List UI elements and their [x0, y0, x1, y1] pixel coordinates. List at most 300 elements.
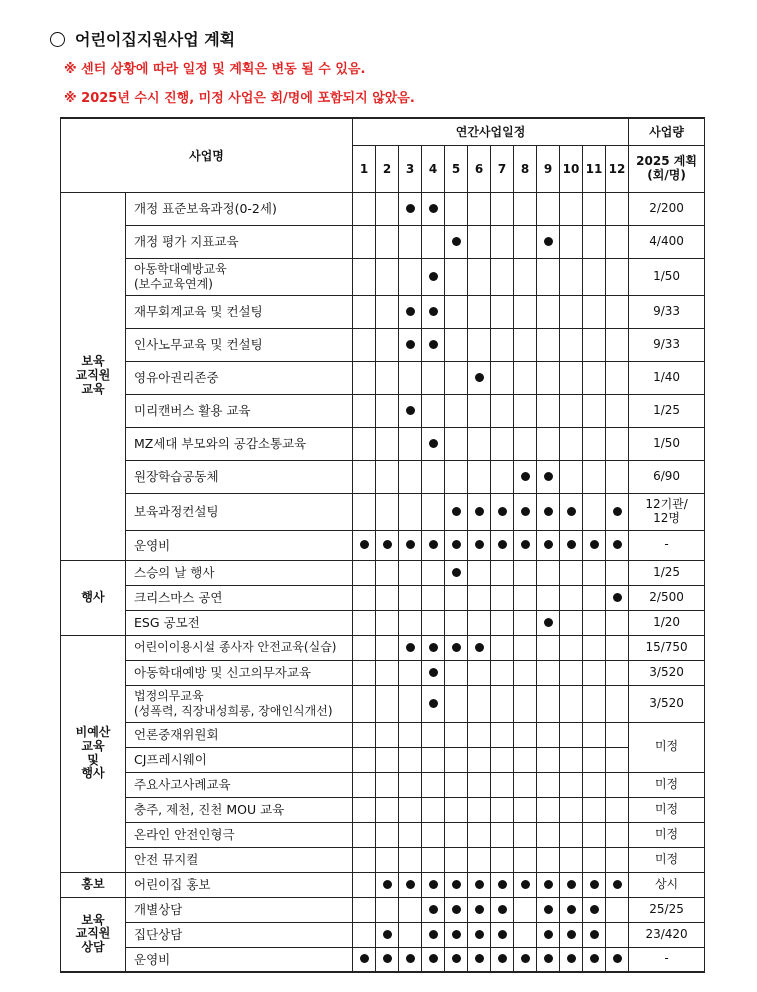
- month-cell-7: [491, 530, 514, 560]
- quantity-cell: 상시: [629, 872, 705, 897]
- month-cell-10: [560, 872, 583, 897]
- table-row: [61, 225, 705, 258]
- quantity-cell: 23/420: [629, 922, 705, 947]
- scheduled-dot: [429, 340, 438, 349]
- month-cell-9: [537, 847, 560, 872]
- month-cell-5: [445, 225, 468, 258]
- month-cell-4: [422, 747, 445, 772]
- month-cell-2: [376, 897, 399, 922]
- month-cell-1: [353, 530, 376, 560]
- notice-line-1: ※ 센터 상황에 따라 일정 및 계획은 변동 될 수 있음.: [64, 62, 366, 77]
- program-name-cell: 재무회계교육 및 컨설팅: [126, 295, 353, 328]
- month-cell-8: [514, 394, 537, 427]
- month-cell-9: [537, 660, 560, 685]
- scheduled-dot: [613, 507, 622, 516]
- month-cell-5: [445, 295, 468, 328]
- scheduled-dot: [452, 507, 461, 516]
- month-cell-1: [353, 947, 376, 972]
- month-cell-10: [560, 922, 583, 947]
- month-cell-7: [491, 922, 514, 947]
- month-cell-3: [399, 560, 422, 585]
- quantity-cell: -: [629, 947, 705, 972]
- month-cell-2: [376, 560, 399, 585]
- month-cell-3: [399, 635, 422, 660]
- month-cell-11: [583, 225, 606, 258]
- header-quantity: 사업량: [629, 118, 705, 145]
- program-name-cell: 영유아권리존중: [126, 361, 353, 394]
- scheduled-dot: [498, 954, 507, 963]
- month-cell-5: [445, 772, 468, 797]
- month-cell-9: [537, 897, 560, 922]
- month-cell-8: [514, 192, 537, 225]
- month-header-3: 3: [399, 145, 422, 192]
- month-cell-3: [399, 530, 422, 560]
- month-cell-2: [376, 685, 399, 722]
- month-cell-3: [399, 460, 422, 493]
- month-cell-7: [491, 947, 514, 972]
- scheduled-dot: [406, 406, 415, 415]
- table-row: [61, 947, 705, 972]
- month-cell-12: [606, 295, 629, 328]
- table-row: [61, 610, 705, 635]
- scheduled-dot: [452, 540, 461, 549]
- table-row: [61, 394, 705, 427]
- month-cell-10: [560, 847, 583, 872]
- quantity-cell: 9/33: [629, 328, 705, 361]
- month-cell-7: [491, 747, 514, 772]
- quantity-cell: 3/520: [629, 685, 705, 722]
- scheduled-dot: [544, 540, 553, 549]
- scheduled-dot: [590, 930, 599, 939]
- scheduled-dot: [590, 954, 599, 963]
- month-cell-10: [560, 747, 583, 772]
- month-cell-7: [491, 460, 514, 493]
- month-cell-12: [606, 610, 629, 635]
- month-cell-8: [514, 530, 537, 560]
- month-header-9: 9: [537, 145, 560, 192]
- month-cell-5: [445, 947, 468, 972]
- category-cell: 비예산 교육 및 행사: [61, 635, 126, 872]
- program-name-cell: 운영비: [126, 530, 353, 560]
- month-cell-2: [376, 660, 399, 685]
- month-cell-7: [491, 722, 514, 747]
- month-cell-12: [606, 493, 629, 530]
- scheduled-dot: [498, 507, 507, 516]
- month-cell-3: [399, 822, 422, 847]
- month-cell-6: [468, 747, 491, 772]
- month-cell-12: [606, 192, 629, 225]
- scheduled-dot: [406, 204, 415, 213]
- header-annual-schedule: 연간사업일정: [353, 118, 629, 145]
- quantity-cell: 1/25: [629, 560, 705, 585]
- month-cell-9: [537, 610, 560, 635]
- table-row: [61, 361, 705, 394]
- month-cell-3: [399, 660, 422, 685]
- table-row: [61, 847, 705, 872]
- month-cell-2: [376, 225, 399, 258]
- month-cell-11: [583, 685, 606, 722]
- month-cell-7: [491, 427, 514, 460]
- month-cell-11: [583, 822, 606, 847]
- scheduled-dot: [406, 540, 415, 549]
- month-cell-1: [353, 822, 376, 847]
- scheduled-dot: [498, 930, 507, 939]
- scheduled-dot: [590, 880, 599, 889]
- month-cell-5: [445, 660, 468, 685]
- month-cell-9: [537, 922, 560, 947]
- month-cell-2: [376, 585, 399, 610]
- month-cell-3: [399, 258, 422, 295]
- month-cell-11: [583, 747, 606, 772]
- month-cell-5: [445, 394, 468, 427]
- scheduled-dot: [567, 880, 576, 889]
- month-cell-10: [560, 947, 583, 972]
- quantity-cell: 1/20: [629, 610, 705, 635]
- month-header-6: 6: [468, 145, 491, 192]
- month-cell-2: [376, 493, 399, 530]
- month-header-2: 2: [376, 145, 399, 192]
- scheduled-dot: [452, 954, 461, 963]
- month-cell-6: [468, 394, 491, 427]
- month-cell-6: [468, 530, 491, 560]
- table-row: [61, 922, 705, 947]
- category-cell: 보육 교직원 상담: [61, 897, 126, 972]
- program-name-cell: 충주, 제천, 진천 MOU 교육: [126, 797, 353, 822]
- month-cell-4: [422, 635, 445, 660]
- month-cell-5: [445, 361, 468, 394]
- month-cell-11: [583, 872, 606, 897]
- program-name-cell: 아동학대예방교육 (보수교육연계): [126, 258, 353, 295]
- month-cell-7: [491, 258, 514, 295]
- month-cell-1: [353, 747, 376, 772]
- scheduled-dot: [429, 272, 438, 281]
- table-row: [61, 822, 705, 847]
- scheduled-dot: [544, 930, 553, 939]
- month-cell-2: [376, 610, 399, 635]
- program-name-cell: 원장학습공동체: [126, 460, 353, 493]
- scheduled-dot: [544, 472, 553, 481]
- month-cell-9: [537, 747, 560, 772]
- month-cell-8: [514, 922, 537, 947]
- program-name-cell: 개별상담: [126, 897, 353, 922]
- scheduled-dot: [406, 340, 415, 349]
- month-cell-3: [399, 394, 422, 427]
- month-cell-1: [353, 685, 376, 722]
- month-cell-7: [491, 797, 514, 822]
- scheduled-dot: [544, 618, 553, 627]
- month-cell-12: [606, 530, 629, 560]
- month-cell-9: [537, 722, 560, 747]
- month-cell-8: [514, 560, 537, 585]
- quantity-cell: -: [629, 530, 705, 560]
- month-cell-5: [445, 922, 468, 947]
- month-cell-1: [353, 192, 376, 225]
- month-cell-4: [422, 897, 445, 922]
- month-cell-4: [422, 394, 445, 427]
- scheduled-dot: [406, 880, 415, 889]
- scheduled-dot: [567, 930, 576, 939]
- quantity-cell: 15/750: [629, 635, 705, 660]
- month-cell-10: [560, 530, 583, 560]
- month-cell-1: [353, 635, 376, 660]
- month-cell-1: [353, 427, 376, 460]
- scheduled-dot: [429, 905, 438, 914]
- month-cell-4: [422, 822, 445, 847]
- month-cell-12: [606, 585, 629, 610]
- scheduled-dot: [544, 905, 553, 914]
- month-cell-3: [399, 872, 422, 897]
- month-cell-2: [376, 722, 399, 747]
- month-cell-6: [468, 822, 491, 847]
- program-name-cell: 어린이이용시설 종사자 안전교육(실습): [126, 635, 353, 660]
- scheduled-dot: [567, 507, 576, 516]
- month-cell-7: [491, 585, 514, 610]
- quantity-cell: 미정: [629, 722, 705, 772]
- month-cell-9: [537, 493, 560, 530]
- month-cell-11: [583, 797, 606, 822]
- category-cell: 보육 교직원 교육: [61, 192, 126, 560]
- scheduled-dot: [475, 643, 484, 652]
- month-cell-12: [606, 747, 629, 772]
- scheduled-dot: [452, 880, 461, 889]
- month-cell-1: [353, 610, 376, 635]
- quantity-cell: 2/200: [629, 192, 705, 225]
- month-cell-3: [399, 797, 422, 822]
- month-cell-10: [560, 822, 583, 847]
- month-cell-2: [376, 295, 399, 328]
- month-cell-8: [514, 427, 537, 460]
- scheduled-dot: [406, 954, 415, 963]
- month-cell-7: [491, 192, 514, 225]
- quantity-cell: 1/50: [629, 427, 705, 460]
- quantity-cell: 미정: [629, 847, 705, 872]
- program-name-cell: MZ세대 부모와의 공감소통교육: [126, 427, 353, 460]
- month-cell-11: [583, 394, 606, 427]
- scheduled-dot: [429, 880, 438, 889]
- quantity-cell: 1/50: [629, 258, 705, 295]
- month-cell-7: [491, 897, 514, 922]
- month-cell-9: [537, 530, 560, 560]
- month-cell-2: [376, 328, 399, 361]
- month-cell-9: [537, 192, 560, 225]
- scheduled-dot: [406, 643, 415, 652]
- month-cell-12: [606, 328, 629, 361]
- scheduled-dot: [452, 643, 461, 652]
- program-name-cell: 크리스마스 공연: [126, 585, 353, 610]
- month-cell-12: [606, 722, 629, 747]
- scheduled-dot: [383, 930, 392, 939]
- month-cell-2: [376, 394, 399, 427]
- page-title: 어린이집지원사업 계획: [50, 27, 235, 50]
- scheduled-dot: [452, 237, 461, 246]
- month-cell-5: [445, 747, 468, 772]
- program-name-cell: 온라인 안전인형극: [126, 822, 353, 847]
- month-cell-5: [445, 797, 468, 822]
- month-cell-5: [445, 722, 468, 747]
- program-name-cell: 보육과정컨설팅: [126, 493, 353, 530]
- month-cell-5: [445, 530, 468, 560]
- scheduled-dot: [544, 237, 553, 246]
- month-header-11: 11: [583, 145, 606, 192]
- notice-line-2: ※ 2025년 수시 진행, 미정 사업은 회/명에 포함되지 않았음.: [64, 91, 415, 106]
- month-cell-9: [537, 225, 560, 258]
- month-cell-4: [422, 722, 445, 747]
- scheduled-dot: [475, 930, 484, 939]
- month-cell-12: [606, 772, 629, 797]
- table-row: [61, 493, 705, 530]
- month-cell-1: [353, 258, 376, 295]
- month-cell-8: [514, 493, 537, 530]
- month-cell-4: [422, 685, 445, 722]
- month-cell-10: [560, 897, 583, 922]
- month-cell-6: [468, 660, 491, 685]
- scheduled-dot: [521, 472, 530, 481]
- month-cell-10: [560, 660, 583, 685]
- month-cell-4: [422, 460, 445, 493]
- month-cell-12: [606, 922, 629, 947]
- scheduled-dot: [429, 930, 438, 939]
- scheduled-dot: [429, 540, 438, 549]
- quantity-cell: 9/33: [629, 295, 705, 328]
- month-cell-12: [606, 225, 629, 258]
- month-header-4: 4: [422, 145, 445, 192]
- month-cell-7: [491, 361, 514, 394]
- month-cell-7: [491, 685, 514, 722]
- month-cell-7: [491, 660, 514, 685]
- month-cell-9: [537, 772, 560, 797]
- month-cell-6: [468, 722, 491, 747]
- quantity-cell: 미정: [629, 797, 705, 822]
- quantity-cell: 4/400: [629, 225, 705, 258]
- month-cell-8: [514, 847, 537, 872]
- month-cell-5: [445, 635, 468, 660]
- month-cell-7: [491, 295, 514, 328]
- month-cell-9: [537, 258, 560, 295]
- program-name-cell: ESG 공모전: [126, 610, 353, 635]
- month-cell-8: [514, 610, 537, 635]
- table-row: [61, 192, 705, 225]
- month-cell-4: [422, 922, 445, 947]
- program-name-cell: 개정 표준보육과정(0-2세): [126, 192, 353, 225]
- quantity-cell: 1/40: [629, 361, 705, 394]
- month-cell-8: [514, 797, 537, 822]
- month-cell-3: [399, 897, 422, 922]
- table-row: [61, 660, 705, 685]
- scheduled-dot: [475, 954, 484, 963]
- month-cell-4: [422, 493, 445, 530]
- month-cell-11: [583, 328, 606, 361]
- month-header-8: 8: [514, 145, 537, 192]
- month-cell-12: [606, 685, 629, 722]
- scheduled-dot: [429, 668, 438, 677]
- month-header-12: 12: [606, 145, 629, 192]
- month-cell-2: [376, 635, 399, 660]
- scheduled-dot: [498, 905, 507, 914]
- scheduled-dot: [590, 540, 599, 549]
- month-header-7: 7: [491, 145, 514, 192]
- month-cell-10: [560, 560, 583, 585]
- program-name-cell: 법정의무교육 (성폭력, 직장내성희롱, 장애인식개선): [126, 685, 353, 722]
- month-cell-10: [560, 610, 583, 635]
- program-name-cell: 어린이집 홍보: [126, 872, 353, 897]
- month-cell-11: [583, 635, 606, 660]
- month-cell-12: [606, 897, 629, 922]
- month-cell-3: [399, 947, 422, 972]
- program-name-cell: 안전 뮤지컬: [126, 847, 353, 872]
- month-cell-8: [514, 258, 537, 295]
- month-cell-6: [468, 460, 491, 493]
- month-cell-12: [606, 361, 629, 394]
- month-cell-4: [422, 660, 445, 685]
- month-cell-5: [445, 192, 468, 225]
- month-cell-10: [560, 394, 583, 427]
- month-cell-8: [514, 328, 537, 361]
- month-cell-10: [560, 258, 583, 295]
- month-cell-10: [560, 427, 583, 460]
- scheduled-dot: [429, 699, 438, 708]
- month-cell-12: [606, 947, 629, 972]
- month-cell-6: [468, 493, 491, 530]
- month-cell-5: [445, 872, 468, 897]
- month-cell-12: [606, 847, 629, 872]
- program-name-cell: 인사노무교육 및 컨설팅: [126, 328, 353, 361]
- month-cell-1: [353, 897, 376, 922]
- month-cell-1: [353, 295, 376, 328]
- scheduled-dot: [521, 540, 530, 549]
- program-name-cell: 언론중재위원회: [126, 722, 353, 747]
- month-cell-4: [422, 427, 445, 460]
- month-header-5: 5: [445, 145, 468, 192]
- month-cell-4: [422, 797, 445, 822]
- month-cell-5: [445, 258, 468, 295]
- month-cell-5: [445, 610, 468, 635]
- month-cell-7: [491, 394, 514, 427]
- month-cell-6: [468, 635, 491, 660]
- month-cell-4: [422, 192, 445, 225]
- quantity-cell: 미정: [629, 822, 705, 847]
- month-cell-4: [422, 225, 445, 258]
- program-name-cell: 운영비: [126, 947, 353, 972]
- quantity-cell: 25/25: [629, 897, 705, 922]
- month-cell-4: [422, 847, 445, 872]
- scheduled-dot: [429, 307, 438, 316]
- month-cell-12: [606, 635, 629, 660]
- month-cell-1: [353, 797, 376, 822]
- scheduled-dot: [521, 880, 530, 889]
- month-cell-12: [606, 822, 629, 847]
- quantity-cell: 3/520: [629, 660, 705, 685]
- month-cell-6: [468, 610, 491, 635]
- table-row: [61, 427, 705, 460]
- month-cell-8: [514, 295, 537, 328]
- month-cell-1: [353, 460, 376, 493]
- month-cell-9: [537, 635, 560, 660]
- month-cell-3: [399, 295, 422, 328]
- month-cell-10: [560, 797, 583, 822]
- month-cell-10: [560, 493, 583, 530]
- program-schedule-table: [60, 117, 705, 973]
- month-cell-6: [468, 872, 491, 897]
- month-cell-3: [399, 847, 422, 872]
- month-cell-5: [445, 897, 468, 922]
- month-cell-11: [583, 460, 606, 493]
- month-cell-1: [353, 493, 376, 530]
- table-row: [61, 585, 705, 610]
- month-cell-8: [514, 722, 537, 747]
- scheduled-dot: [429, 643, 438, 652]
- month-cell-1: [353, 328, 376, 361]
- circle-bullet-icon: [50, 32, 65, 47]
